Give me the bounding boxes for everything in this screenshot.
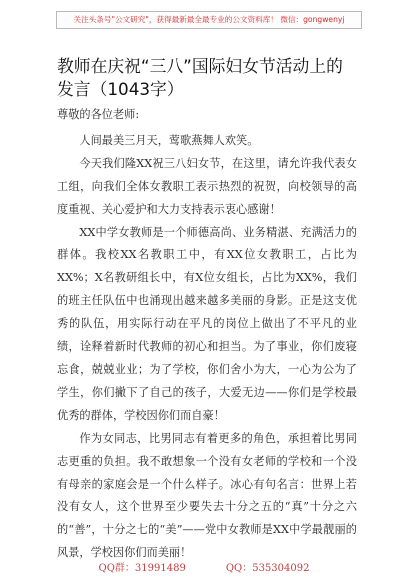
paragraph: 人间最美三月天，莺歌燕舞人欢笑。 bbox=[79, 133, 259, 147]
qq-number: QQ：535304092 bbox=[225, 563, 310, 574]
document-title: 教师在庆祝“三八”国际妇女节活动上的发言（1043字） bbox=[57, 56, 343, 99]
document-body bbox=[57, 104, 357, 565]
footer-contact bbox=[0, 559, 408, 574]
paragraph: 今天我们隆XX祝三八妇女节，在这里，请允许我代表女工组，向我们全体女教职工表示热烈的祝贺，向校领导的高度重视、关心爱护和大力支持表示衷心感谢！ bbox=[57, 156, 357, 216]
greeting: 尊敬的各位老师: bbox=[57, 108, 140, 121]
qq-group: QQ群：31991489 bbox=[98, 563, 186, 574]
paragraph: XX中学女教师是一个师德高尚、业务精湛、充满活力的群体。我校XX名教职工中，有XX位女教职工，占比为XX%；X名教研组长中，有X位女组长，占比为XX%，我们的班主任队伍中也涌现出越来越多美丽的身影。正是这支优秀的队伍，用实际行动在平凡的岗位上做出了不平凡的业绩，诠释着新时代教师的初心和担当。为了事业，你们废寝忘食，兢兢业业；为了学校，你们舍小为大，一心为公为了学生，你们撇下了自己的孩子，大爱无边——你们是学校最优秀的群体，学校因你们而自豪！ bbox=[57, 225, 357, 422]
paragraph: 作为女同志，比男同志有着更多的角色，承担着比男同志更重的负担。我不敢想象一个没有女老师的学校和一个没有母亲的家庭会是一个什么样子。冰心有句名言：世界上若没有女人，这个世界至少要失去十分之五的“真”十分之六的“善”，十分之七的“美”——党中女教师是XX中学最靓丽的风景，学校因你们而美丽！ bbox=[57, 431, 357, 560]
header-banner: 关注头条号"公文研究"，获得最新最全最专业的公文资料库！ 微信：gongwenyj bbox=[56, 11, 362, 29]
